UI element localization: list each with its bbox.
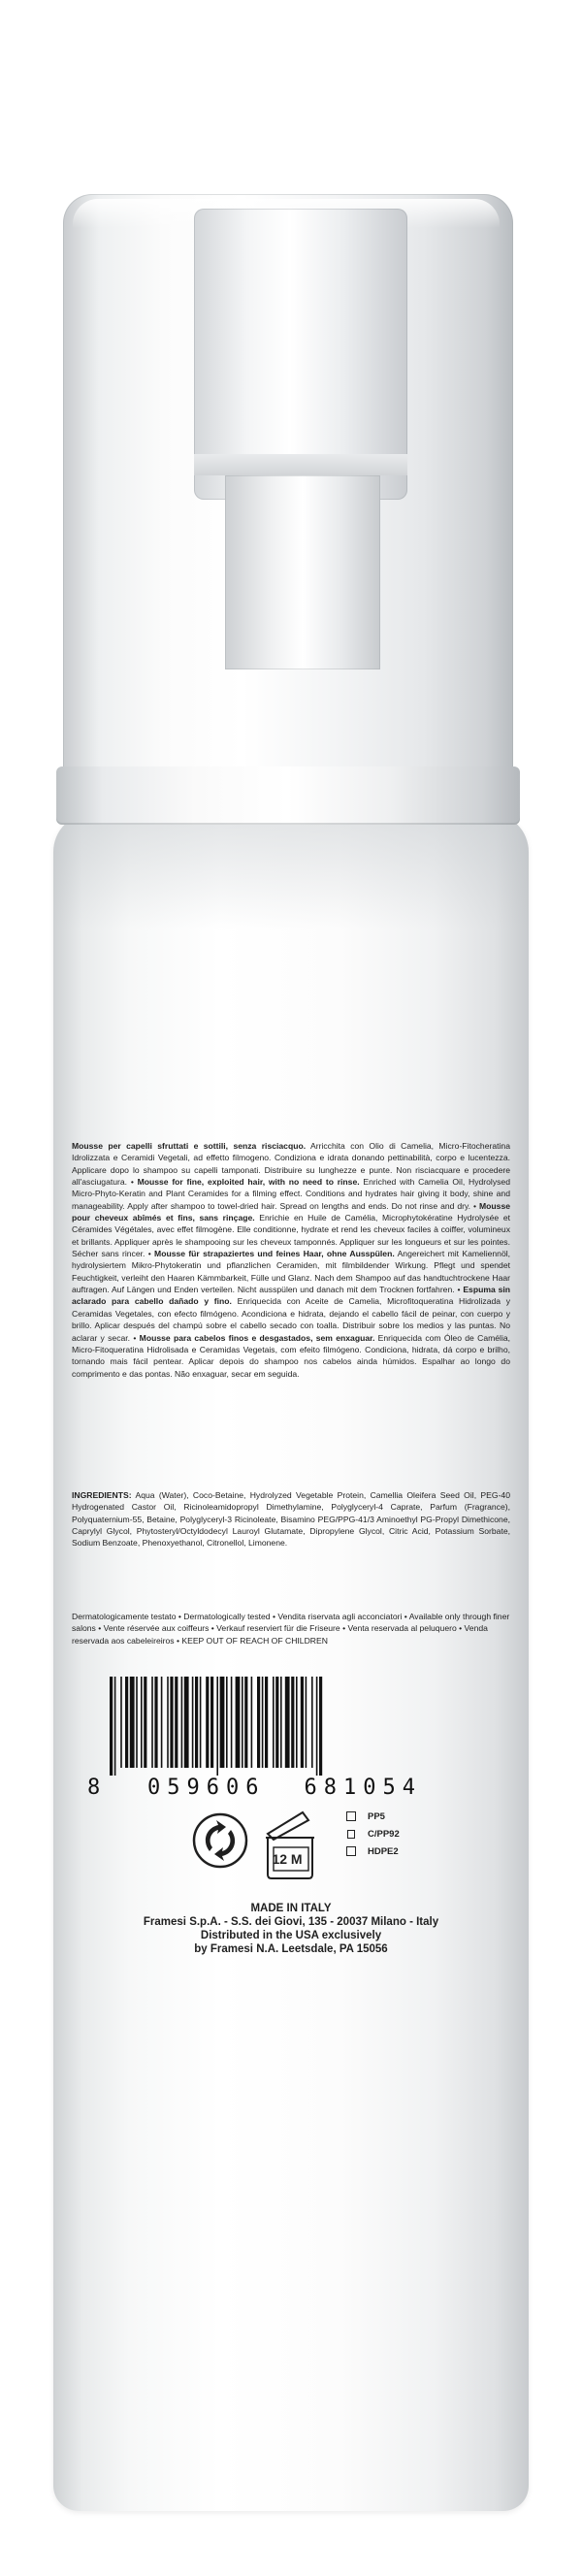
barcode-bar	[175, 1677, 178, 1768]
barcode-bar	[251, 1677, 253, 1768]
barcode-bar	[151, 1677, 153, 1768]
barcode-bar	[161, 1677, 163, 1768]
barcode-bar	[236, 1677, 241, 1768]
barcode-group-1: 059606	[147, 1776, 266, 1800]
barcode-bar	[210, 1677, 213, 1768]
code-label: PP5	[368, 1810, 385, 1822]
code-row	[346, 1825, 453, 1842]
code-label: C/PP92	[368, 1828, 400, 1840]
pao-label: 12 M	[272, 1851, 303, 1867]
barcode-bar	[262, 1677, 264, 1768]
distributor-line: by Framesi N.A. Leetsdale, PA 15056	[194, 1943, 388, 1955]
separator: •	[147, 1249, 151, 1259]
code-row	[346, 1808, 453, 1825]
distributed-line: Distributed in the USA exclusively	[200, 1930, 382, 1941]
ingredients-block	[72, 1489, 510, 1549]
barcode-bar	[206, 1677, 209, 1768]
barcode-bar	[170, 1677, 173, 1768]
barcode-bar	[110, 1677, 113, 1776]
label-description	[72, 1140, 510, 1380]
barcode-bar	[244, 1677, 247, 1768]
desc-de-body: Angereichert mit Kameliennöl, hydrolysiertem Mikro-Phytokeratin und pflanzlichen Ceramiden, mit filmbildender Wirkung. Pflegt und spendet Feuchtigkeit, verleiht den Haaren Kämmbarkeit, Fülle und Glanz. Nach dem Shampoo auf das handtuchtrockene Haar auftragen. Auf Längen und Enden verteilen. Nicht ausspülen und danach mit dem Trocknen fortfahren.	[72, 1249, 511, 1295]
cap-icon	[347, 1830, 355, 1839]
barcode-bar	[311, 1677, 313, 1768]
open-jar-pao-icon	[254, 1809, 322, 1880]
barcode-bar	[114, 1677, 116, 1776]
barcode-bar	[195, 1677, 198, 1768]
desc-en-body: Enriched with Camelia Oil, Hydrolysed Micro-Phyto-Keratin and Plant Ceramides for a filming effect. Conditions and hydrates hair giving it body, shine and manageability. Apply after shampoo to towel-dried hair. Spread on lengths and ends. Do not rinse and dry.	[72, 1177, 510, 1211]
barcode-bar	[226, 1677, 228, 1768]
desc-es-title: Espuma sin aclarado para cabello dañado y fino.	[72, 1285, 511, 1307]
separator: •	[457, 1285, 461, 1295]
desc-fr-body: Enrichie en Huile de Camélia, Microphytokératine Hydrolysée et Céramides Végétales, avec effet filmogène. Elle conditionne, hydrate et rend les cheveux faciles à coiffer, volumineux et brillants. Appliquer après le shampooing sur les cheveux tamponnés. Appliquer sur les longueurs et sur les pointes. Sécher sans rincer.	[72, 1213, 510, 1259]
cap-ring	[56, 766, 520, 825]
barcode-bar	[154, 1677, 157, 1768]
desc-de-title: Mousse für strapaziertes und feines Haar, ohne Ausspülen.	[154, 1249, 395, 1259]
desc-pt-body: Enriquecida com Óleo de Camélia, Micro-Fitoqueratina Hidrolisada e Ceramidas Vegetais, com efeito filmógeno. Condiciona, hidrata, dá corpo e brilho, tornando mais fácil pentear. Aplicar depois do shampoo nos cabelos ainda húmidos. Espalhar ao longo do comprimento e das pontas. Não enxaguar, secar em seguida.	[72, 1332, 511, 1379]
separator: •	[473, 1200, 477, 1211]
code-row	[346, 1842, 453, 1860]
barcode-bar	[275, 1677, 278, 1768]
barcode-bar	[200, 1677, 202, 1768]
sale-notes: Dermatologicamente testato • Dermatologically tested • Vendita riservata agli acconciatori • Available only through finer salons • Vente réservée aux coiffeurs • Verkauf reserviert für die Friseure • Venta reservada al peluquero • Venda reservada aos cabeleireiros • KEEP OUT OF REACH OF CHILDREN	[72, 1612, 510, 1646]
desc-it-title: Mousse per capelli sfruttati e sottili, senza risciacquo.	[72, 1141, 307, 1151]
barcode-bar	[316, 1677, 318, 1776]
barcode-bar	[120, 1677, 122, 1768]
barcode-bar	[192, 1677, 194, 1768]
desc-it-body: Arricchita con Olio di Camelia, Micro-Fitocheratina Idrolizzata e Ceramidi Vegetali, ad effetto filmogeno. Condiziona e idrata donando pettinabilità, corpo e lucentezza. Applicare dopo lo shampoo su capelli tamponati. Distribuire su lunghezze e punte. Non risciacquare e procedere all'asciugatura.	[72, 1141, 510, 1188]
maker-address: Framesi S.p.A. - S.S. dei Giovi, 135 - 20037 Milano - Italy	[143, 1916, 439, 1928]
barcode-bar	[141, 1677, 143, 1768]
barcode-bar	[136, 1677, 138, 1768]
barcode-bar	[231, 1677, 233, 1768]
barcode-bar	[242, 1677, 243, 1768]
pump-band	[194, 454, 407, 475]
barcode-bar	[301, 1677, 304, 1768]
barcode-bar	[273, 1677, 275, 1768]
barcode-bar	[167, 1677, 169, 1768]
recycling-arrows-icon	[192, 1812, 248, 1869]
barcode-bar	[181, 1677, 183, 1768]
barcode-bar	[265, 1677, 268, 1768]
barcode-digits	[87, 1776, 422, 1801]
barcode-bar	[319, 1677, 322, 1776]
barcode-group-2: 681054	[304, 1776, 422, 1800]
bottle-icon	[346, 1846, 356, 1856]
code-label: HDPE2	[368, 1845, 399, 1857]
manufacturer-footer	[116, 1902, 466, 1956]
barcode-bar	[130, 1677, 135, 1768]
square-icon	[346, 1811, 356, 1821]
ingredients-heading: INGREDIENTS:	[72, 1490, 132, 1500]
barcode-bar	[257, 1677, 260, 1768]
desc-fr-title: Mousse pour cheveux abîmés et fins, sans rinçage.	[72, 1200, 511, 1223]
barcode-bar	[125, 1677, 128, 1768]
barcode-bars	[108, 1677, 417, 1776]
barcode-bar	[280, 1677, 282, 1768]
barcode-bar	[306, 1677, 307, 1768]
made-in: MADE IN ITALY	[250, 1903, 332, 1914]
desc-en-title: Mousse for fine, exploited hair, with no need to rinse.	[137, 1177, 360, 1188]
desc-es-body: Enriquecida con Aceite de Camelia, Microfitoqueratina Hidrolizada y Ceramidas Vegetales, con efecto filmógeno. Acondiciona e hidrata, dejando el cabello fácil de peinar, con cuerpo y brillo. Aplicar después del champú sobre el cabello secado con toalla. Distribuir sobre los medios y las puntas. No aclarar y secar.	[72, 1296, 510, 1343]
bottle-body	[53, 813, 529, 2511]
barcode-bar	[216, 1677, 218, 1776]
ingredients-text: Aqua (Water), Coco-Betaine, Hydrolyzed Vegetable Protein, Camellia Oleifera Seed Oil, PEG-40 Hydrogenated Castor Oil, Ricinoleamidopropyl Dimethylamine, Polyglyceryl-4 Caprate, Parfum (Fragrance), Polyquaternium-55, Betaine, Polyglyceryl-3 Ricinoleate, Bisamino PEG/PPG-41/3 Aminoethyl PG-Propyl Dimethicone, Caprylyl Glycol, Phytosteryl/Octyldodecyl Lauroyl Glutamate, Dipropylene Glycol, Citric Acid, Potassium Sorbate, Sodium Benzoate, Phenoxyethanol, Citronellol, Limonene.	[72, 1490, 510, 1549]
bottle-shoulder-shadow	[53, 813, 529, 929]
barcode-bar	[220, 1677, 225, 1768]
recycling-codes	[346, 1808, 453, 1860]
barcode-bar	[144, 1677, 146, 1768]
barcode-bar	[184, 1677, 189, 1768]
desc-pt-title: Mousse para cabelos finos e desgastados, sem enxaguar.	[139, 1332, 375, 1343]
pump-neck	[225, 475, 380, 669]
barcode-first-digit: 8	[87, 1776, 103, 1800]
separator: •	[130, 1177, 134, 1188]
barcode-bar	[291, 1677, 294, 1768]
barcode-bar	[285, 1677, 290, 1768]
separator: •	[133, 1332, 137, 1343]
barcode-bar	[296, 1677, 298, 1768]
